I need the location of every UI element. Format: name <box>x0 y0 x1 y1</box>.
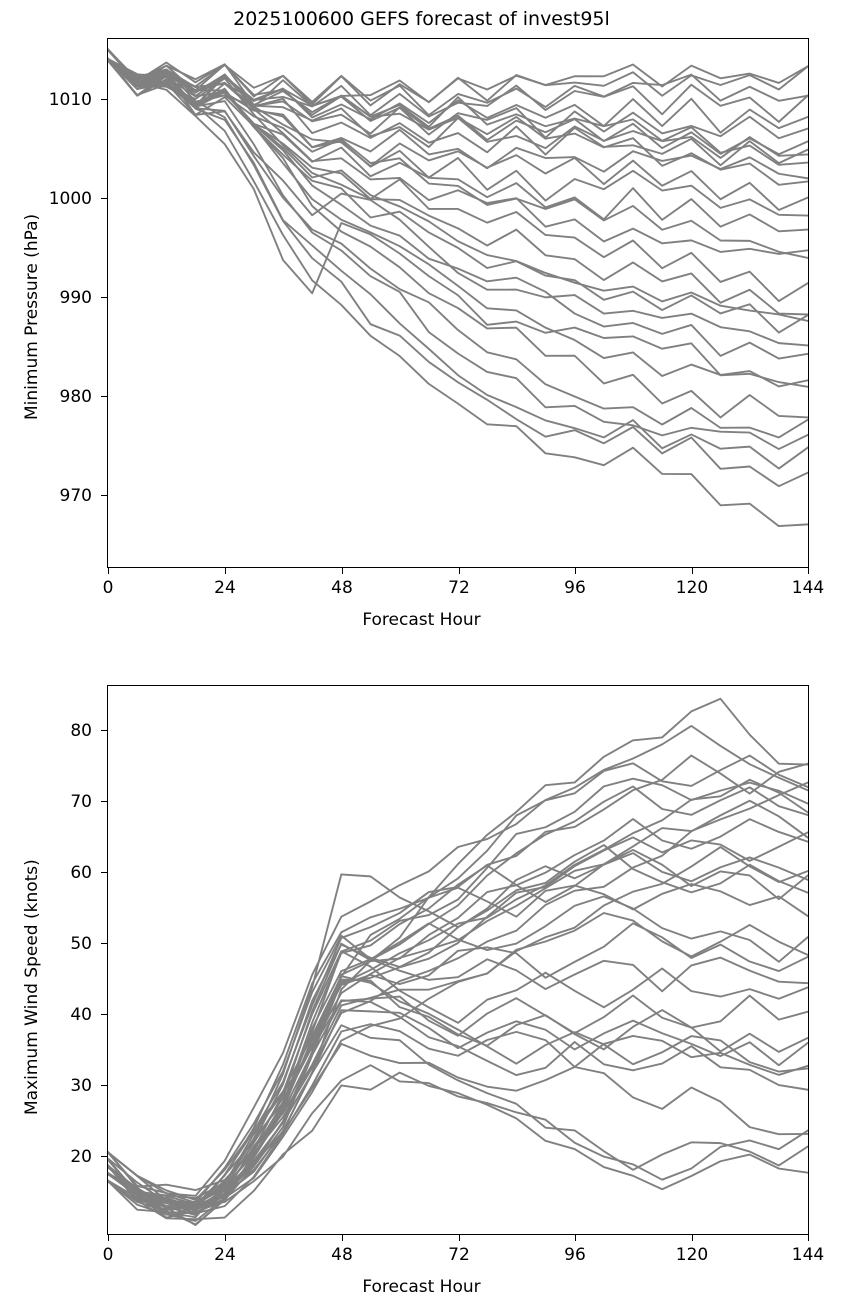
pressure-ytick-label: 980 <box>59 387 92 407</box>
pressure-xtick-label: 96 <box>564 578 586 598</box>
wind-panel <box>0 645 843 1297</box>
wind-xtick-mark <box>692 1235 693 1241</box>
pressure-ytick-mark <box>101 297 107 298</box>
wind-xtick-label: 96 <box>564 1245 586 1265</box>
wind-ytick-label: 50 <box>70 934 92 954</box>
wind-xtick-label: 48 <box>331 1245 353 1265</box>
wind-ytick-mark <box>101 1014 107 1015</box>
wind-xtick-mark <box>342 1235 343 1241</box>
wind-ytick-mark <box>101 872 107 873</box>
pressure-xtick-mark <box>225 568 226 574</box>
pressure-plot-area <box>107 38 809 568</box>
pressure-ytick-label: 1010 <box>48 90 92 110</box>
ensemble-member-line <box>108 50 808 417</box>
wind-ytick-mark <box>101 1085 107 1086</box>
pressure-xtick-mark <box>108 568 109 574</box>
pressure-ytick-label: 1000 <box>48 189 92 209</box>
wind-x-axis-label: Forecast Hour <box>362 1277 481 1297</box>
ensemble-member-line <box>108 845 808 1217</box>
ensemble-member-line <box>108 832 808 1224</box>
wind-xtick-label: 120 <box>675 1245 709 1265</box>
pressure-xtick-mark <box>342 568 343 574</box>
wind-xtick-mark <box>459 1235 460 1241</box>
ensemble-member-line <box>108 884 808 1205</box>
pressure-ytick-label: 990 <box>59 288 92 308</box>
pressure-panel <box>0 0 843 645</box>
wind-xtick-mark <box>808 1235 809 1241</box>
pressure-y-axis-label: Minimum Pressure (hPa) <box>22 213 42 420</box>
wind-ytick-label: 30 <box>70 1076 92 1096</box>
pressure-xtick-mark <box>459 568 460 574</box>
ensemble-member-line <box>108 976 808 1200</box>
ensemble-member-line <box>108 923 808 1225</box>
wind-ytick-label: 20 <box>70 1147 92 1167</box>
pressure-xtick-label: 72 <box>448 578 470 598</box>
pressure-xtick-mark <box>692 568 693 574</box>
wind-lines-svg <box>108 686 808 1234</box>
wind-xtick-label: 144 <box>791 1245 825 1265</box>
wind-xtick-label: 24 <box>214 1245 236 1265</box>
wind-xtick-mark <box>108 1235 109 1241</box>
ensemble-member-line <box>108 936 808 1203</box>
wind-ytick-label: 60 <box>70 863 92 883</box>
wind-ytick-label: 80 <box>70 721 92 741</box>
pressure-ytick-mark <box>101 396 107 397</box>
pressure-ytick-mark <box>101 99 107 100</box>
pressure-ytick-label: 970 <box>59 486 92 506</box>
wind-ytick-mark <box>101 1156 107 1157</box>
pressure-xtick-label: 24 <box>214 578 236 598</box>
wind-y-axis-label: Maximum Wind Speed (knots) <box>22 859 42 1115</box>
wind-xtick-mark <box>575 1235 576 1241</box>
wind-xtick-mark <box>225 1235 226 1241</box>
wind-plot-area <box>107 685 809 1235</box>
pressure-x-axis-label: Forecast Hour <box>362 610 481 630</box>
pressure-ytick-mark <box>101 495 107 496</box>
page-title: 2025100600 GEFS forecast of invest95l <box>233 8 610 30</box>
pressure-xtick-mark <box>808 568 809 574</box>
pressure-xtick-label: 144 <box>791 578 825 598</box>
wind-ytick-mark <box>101 943 107 944</box>
pressure-lines-svg <box>108 39 808 567</box>
ensemble-member-line <box>108 980 808 1203</box>
pressure-xtick-label: 120 <box>675 578 709 598</box>
wind-ytick-label: 70 <box>70 792 92 812</box>
pressure-ytick-mark <box>101 198 107 199</box>
pressure-xtick-label: 48 <box>331 578 353 598</box>
wind-ytick-mark <box>101 801 107 802</box>
wind-ytick-mark <box>101 730 107 731</box>
pressure-xtick-label: 0 <box>102 578 114 598</box>
wind-xtick-label: 0 <box>102 1245 114 1265</box>
ensemble-member-line <box>108 913 808 1190</box>
wind-ytick-label: 40 <box>70 1005 92 1025</box>
wind-xtick-label: 72 <box>448 1245 470 1265</box>
pressure-xtick-mark <box>575 568 576 574</box>
